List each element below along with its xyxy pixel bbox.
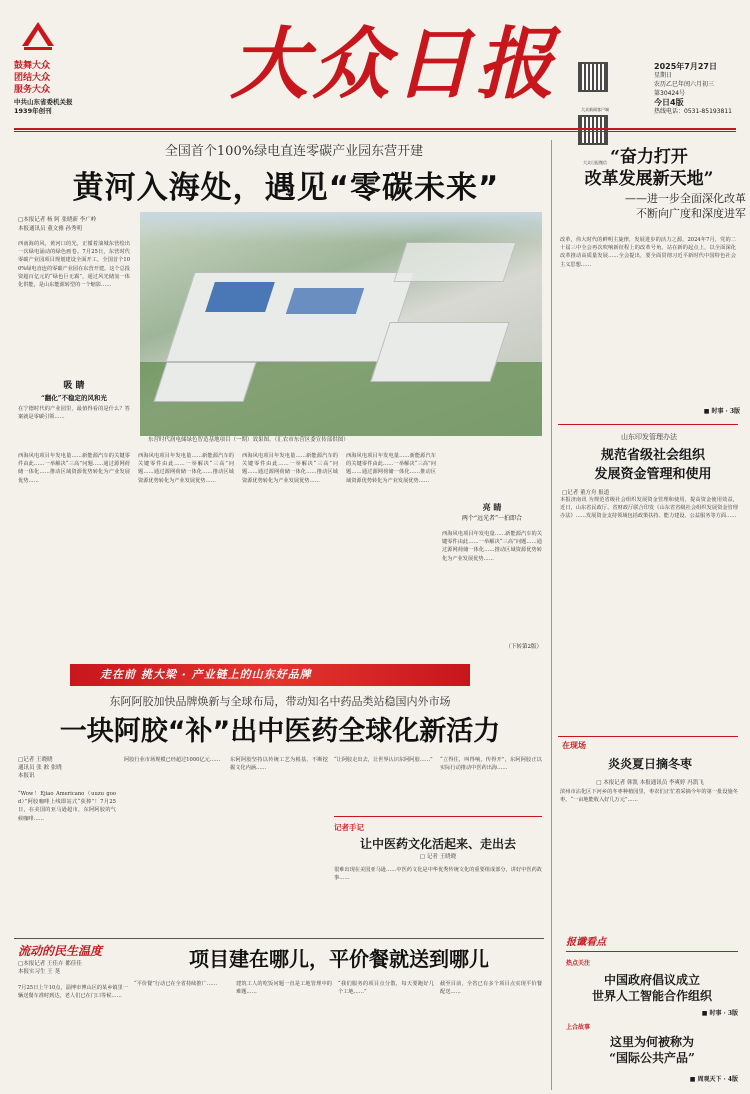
lead-byline: □本报记者 杨 阿 张晓新 李广岭 本报通讯员 董文雅 孙秀明 (18, 217, 97, 232)
lead-kicker: 全国首个100%绿电直连零碳产业园东营开建 (164, 144, 424, 159)
lead-lower-col-1: 西海风电项目年发电量……新能源汽车的关键零件由此……一举解决“三高”问题……通过源网荷储一体化……推动区域资源优势转化为产业发展优势…… (18, 453, 130, 484)
subhead-title: “翻化”不稳定的风和光 (41, 394, 107, 402)
lead-photo-caption: 东营时代润电储绿色智造基地项目（一期）效果图。（汇农市东营区委宣传部供图） (148, 437, 349, 443)
issue-weekday: 星期日 (654, 72, 673, 79)
guide-section-title: 报谶看点 (566, 934, 738, 952)
on-scene-byline: □ 本报记者 韩凯 本报通讯员 李爽婷 冯凯飞 (596, 780, 704, 786)
lead-lower-col-2: 西海风电项目年发电量……新能源汽车的关键零件由此……一举解决“三高”问题……通过源网荷储一体化……推动区域资源优势转化为产业发展优势…… (138, 453, 234, 484)
article2-byline: □记者 王晓晓 通讯员 张 淞 张晓 本报讯 (18, 757, 62, 779)
article2-col-3: 东阿阿胶坚持以传统工艺为根基，不断挖掘文化内涵…… (230, 757, 328, 772)
lead-headline[interactable]: 黄河入海处，遇见“零碳未来” (72, 170, 500, 206)
guide-hot-label: 热点关注 (566, 960, 591, 967)
subhead-label: 吸 睛 (63, 381, 85, 391)
on-scene-label: 在现场 (562, 741, 586, 750)
lead-body-col-1b: 在宁德时代的产业园里，最值得看的是什么？答案就是零碳引领…… (18, 406, 130, 421)
article2-kicker: 东阿阿胶加快品牌焕新与全球布局，带动知名中药品类站稳国内外市场 (109, 695, 451, 708)
on-scene-headline[interactable]: 炎炎夏日摘冬枣 (607, 757, 692, 771)
right-subhead-1: ——进一步全面深化改革 不断向广度和深度进军 (625, 192, 746, 220)
livelihood-body: 7月25日上午10点，淄博市博山区的某乡镇里一辆送餐车准时到达，老人们已在门口等候…… (18, 985, 128, 1000)
lead-body-col-1: 西南海的风，黄河口的光，正循着油城东营绘出一次绿电涌动的绿色画卷。7月25日，东营时代零碳产业园项目规划建设全面开工，全国首个100%绿电直连的零碳产业园在东营开建。这个总投资超百亿元的“绿色巨无霸”，通过风光储氢一体化供能，是山东能源转型的一个缩影…… (18, 241, 130, 289)
right-byline-2: □记者 董方舟 报道 (562, 490, 610, 496)
right-body-2: 本报济南讯 为规范省级社会组织发展资金管理和使用，提高资金使用效益，近日，山东省民政厅、省财政厅联合印发《山东省省级社会组织发展资金管理办法》……发展资金支持领域包括政策扶持、能力建设、公益服务等方面…… (560, 497, 738, 520)
right-headline-2[interactable]: 规范省级社会组织 发展资金管理和使用 (594, 448, 712, 482)
qr-code-icon (578, 62, 608, 92)
hotline: 热线电话：0531-85193811 (654, 108, 732, 115)
article2-col-5: “立得住，叫得响，传得开”，东阿阿胶正以实际行动推动中医药出海…… (440, 757, 542, 772)
newspaper-emblem-icon (18, 16, 58, 56)
guide-hot-label: 上合故事 (566, 1024, 591, 1031)
reporter-note-body: 很难出现在美国亚马逊……中医药文化是中华优秀传统文化的重要组成部分，讲好中医药故事…… (334, 867, 542, 882)
masthead-slogan: 鼓舞大众 团结大众 服务大众 (14, 61, 51, 95)
column-banner: 走在前 挑大梁 · 产业链上的山东好品牌 (70, 664, 470, 686)
reporter-note-label: 记者手记 (334, 823, 364, 832)
subhead-title: 两个“远光者”一拍即合 (461, 515, 523, 522)
lead-lower-col-5: 西海风电项目年发电量……新能源汽车的关键零件由此……一举解决“三高”问题……通过源网荷储一体化……推动区域资源优势转化为产业发展优势…… (442, 531, 542, 562)
lunar-date: 农历乙巳年闰六月初三 (654, 81, 715, 88)
article3-headline[interactable]: 项目建在哪儿，平价餐就送到哪儿 (189, 947, 489, 971)
page-count: 今日4版 (654, 98, 684, 107)
newspaper-title: 大众日报 (230, 19, 559, 110)
article2-col-1: “Wow！Ejiao Americano（uuzu good）”阿胶咖啡上线即站式“获捧”！7月25日，在美国的亚马逊超市，东阿阿胶的气候咖啡…… (18, 791, 116, 822)
right-body-1: 改革，伟大时代的鲜明主旋律，发展进步的活力之源。2024年7月，党的二十届三中全会再次吹响新征程上的改革号角。站在新的起点上，以全面深化改革推动高质量发展……全会提出，要全面贯彻习近平新时代中国特色社会主义思想…… (560, 237, 736, 268)
livelihood-byline: □本报记者 王佳卉 都佳佳 本报实习生 王 荛 (18, 961, 82, 975)
article2-col-4: “让阿胶走出去，让世界认识东阿阿胶……” (334, 757, 433, 763)
masthead-organ: 中共山东省委机关报 1939年创刊 (14, 98, 73, 115)
reporter-note-title[interactable]: 让中医药文化活起来、走出去 (359, 837, 516, 851)
lead-photo (140, 212, 542, 436)
lead-subhead (18, 380, 130, 404)
issue-number: 第30424号 (654, 90, 686, 97)
qr-codes (578, 62, 648, 165)
article3-col-1: “平价餐”行动已在全省持续推广…… (134, 981, 218, 987)
issue-date: 2025年7月27日 (654, 62, 717, 71)
right-headline-1[interactable]: “奋力打开 改革发展新天地” (584, 147, 714, 189)
guide-headline-1[interactable]: 中国政府倡议成立 世界人工智能合作组织 (591, 973, 712, 1003)
page-ref-tag[interactable]: ■ 周观天下 · 4版 (689, 1076, 738, 1083)
continued-note: （下转第2版） (505, 644, 542, 650)
issue-info (654, 62, 744, 116)
lead-lower-col-4: 西海风电项目年发电量……新能源汽车的关键零件由此……一举解决“三高”问题……通过源网荷储一体化……推动区域资源优势转化为产业发展优势…… (346, 453, 436, 484)
qr-caption: 大众日报微信 (583, 160, 607, 165)
subhead-label: 亮 睛 (482, 502, 502, 512)
reporter-note-byline: □ 记者 王晓晓 (419, 854, 457, 860)
article3-col-2: 建筑工人的吃饭问题一直是工地管理中的难题…… (236, 981, 332, 996)
right-kicker-2: 山东印发管理办法 (621, 433, 677, 441)
lead-lower-col-3: 西海风电项目年发电量……新能源汽车的关键零件由此……一举解决“三高”问题……通过源网荷储一体化……推动区域资源优势转化为产业发展优势…… (242, 453, 338, 484)
article2-headline[interactable]: 一块阿胶“补”出中医药全球化新活力 (59, 716, 501, 747)
article3-col-4: 截至目前，全省已有多个项目点实现平价餐配送…… (440, 981, 542, 996)
page-ref-tag[interactable]: ■ 时事 · 3版 (701, 1010, 738, 1017)
qr-caption: 大众新闻客户端 (581, 107, 609, 112)
lead-body-lower (18, 452, 542, 658)
article2-col-2: 阿胶行业市场规模已经超过1000亿元…… (124, 757, 221, 763)
guide-headline-2[interactable]: 这里为何被称为 “国际公共产品” (609, 1035, 695, 1065)
page-ref-tag[interactable]: ■ 时事 · 3版 (703, 408, 740, 415)
article3-col-3: “我们服务的项目点分散，每天要跑好几个工地……” (338, 981, 434, 996)
livelihood-column-label: 流动的民生温度 (18, 944, 103, 958)
on-scene-body: 滨州市沾化区下河乡的冬枣种植园里，枣农们正忙着采摘今年的第一批设施冬枣。“一亩地能收入好几万元”…… (560, 789, 738, 804)
qr-code-icon (578, 115, 608, 145)
